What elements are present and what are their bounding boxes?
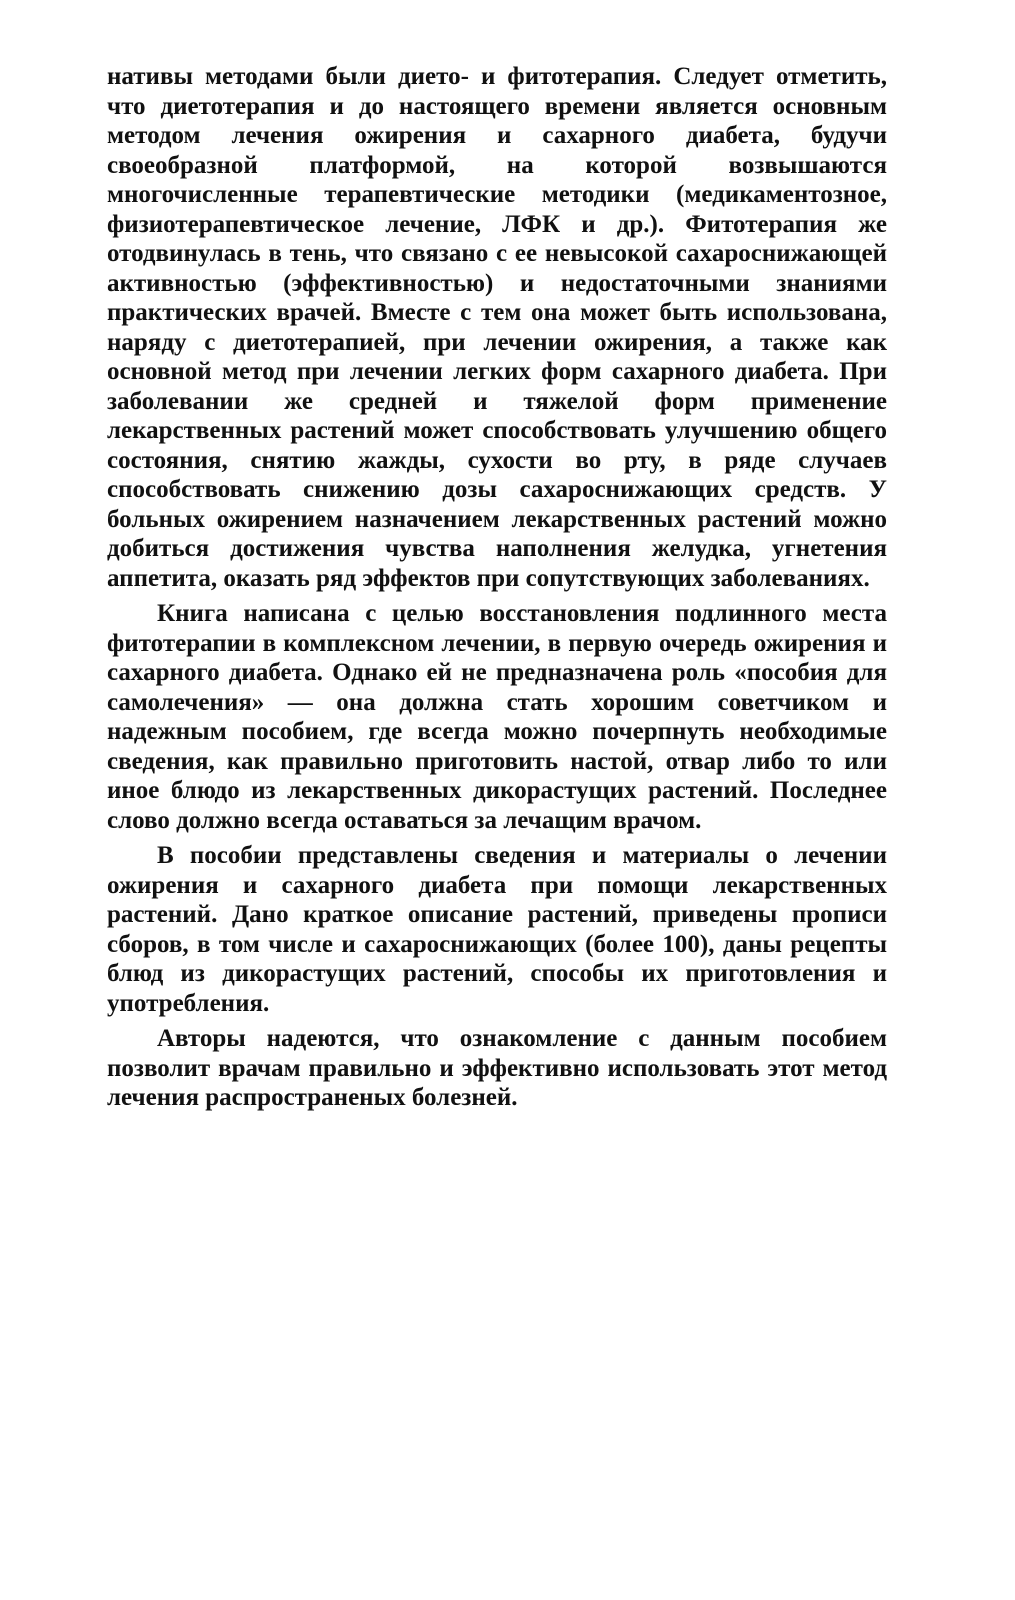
paragraph-continuation: нативы методами были дието- и фитотерапия. Следует отметить, что диетотерапия и до настоящего времени является основным методом лечения ожирения и сахарного диабета, будучи своеобразной платформой, на которой возвышаются многочисленные терапевтические методики (медикаментозное, физиотерапевтическое лечение, ЛФК и др.). Фитотерапия же отодвинулась в тень, что связано с ее невысокой сахароснижающей активностью (эффективностью) и недостаточными знаниями практических врачей. Вместе с тем она может быть использована, наряду с диетотерапией, при лечении ожирения, а также как основной метод при лечении легких форм сахарного диабета. При заболевании же средней и тяжелой форм применение лекарственных растений может способствовать улучшению общего состояния, снятию жажды, сухости во рту, в ряде случаев способствовать снижению дозы сахароснижающих средств. У больных ожирением назначением лекарственных растений можно добиться достижения чувства наполнения желудка, угнетения аппетита, оказать ряд эффектов при сопутствующих заболеваниях. <box>107 63 887 592</box>
paragraph-book-purpose: Книга написана с целью восстановления подлинного места фитотерапии в комплексном лечении, в первую очередь ожирения и сахарного диабета. Однако ей не предназначена роль «пособия для самолечения» — она должна стать хорошим советчиком и надежным пособием, где всегда можно почерпнуть необходимые сведения, как правильно приготовить настой, отвар либо то или иное блюдо из лекарственных дикорастущих растений. Последнее слово должно всегда оставаться за лечащим врачом. <box>107 600 887 834</box>
paragraph-authors-hope: Авторы надеются, что ознакомление с данным пособием позволит врачам правильно и эффективно использовать этот метод лечения распространеных болезней. <box>107 1025 887 1111</box>
document-page <box>107 62 887 1119</box>
paragraph-contents: В пособии представлены сведения и материалы о лечении ожирения и сахарного диабета при помощи лекарственных растений. Дано краткое описание растений, приведены прописи сборов, в том числе и сахароснижающих (более 100), даны рецепты блюд из дикорастущих растений, способы их приготовления и употребления. <box>107 842 887 1017</box>
